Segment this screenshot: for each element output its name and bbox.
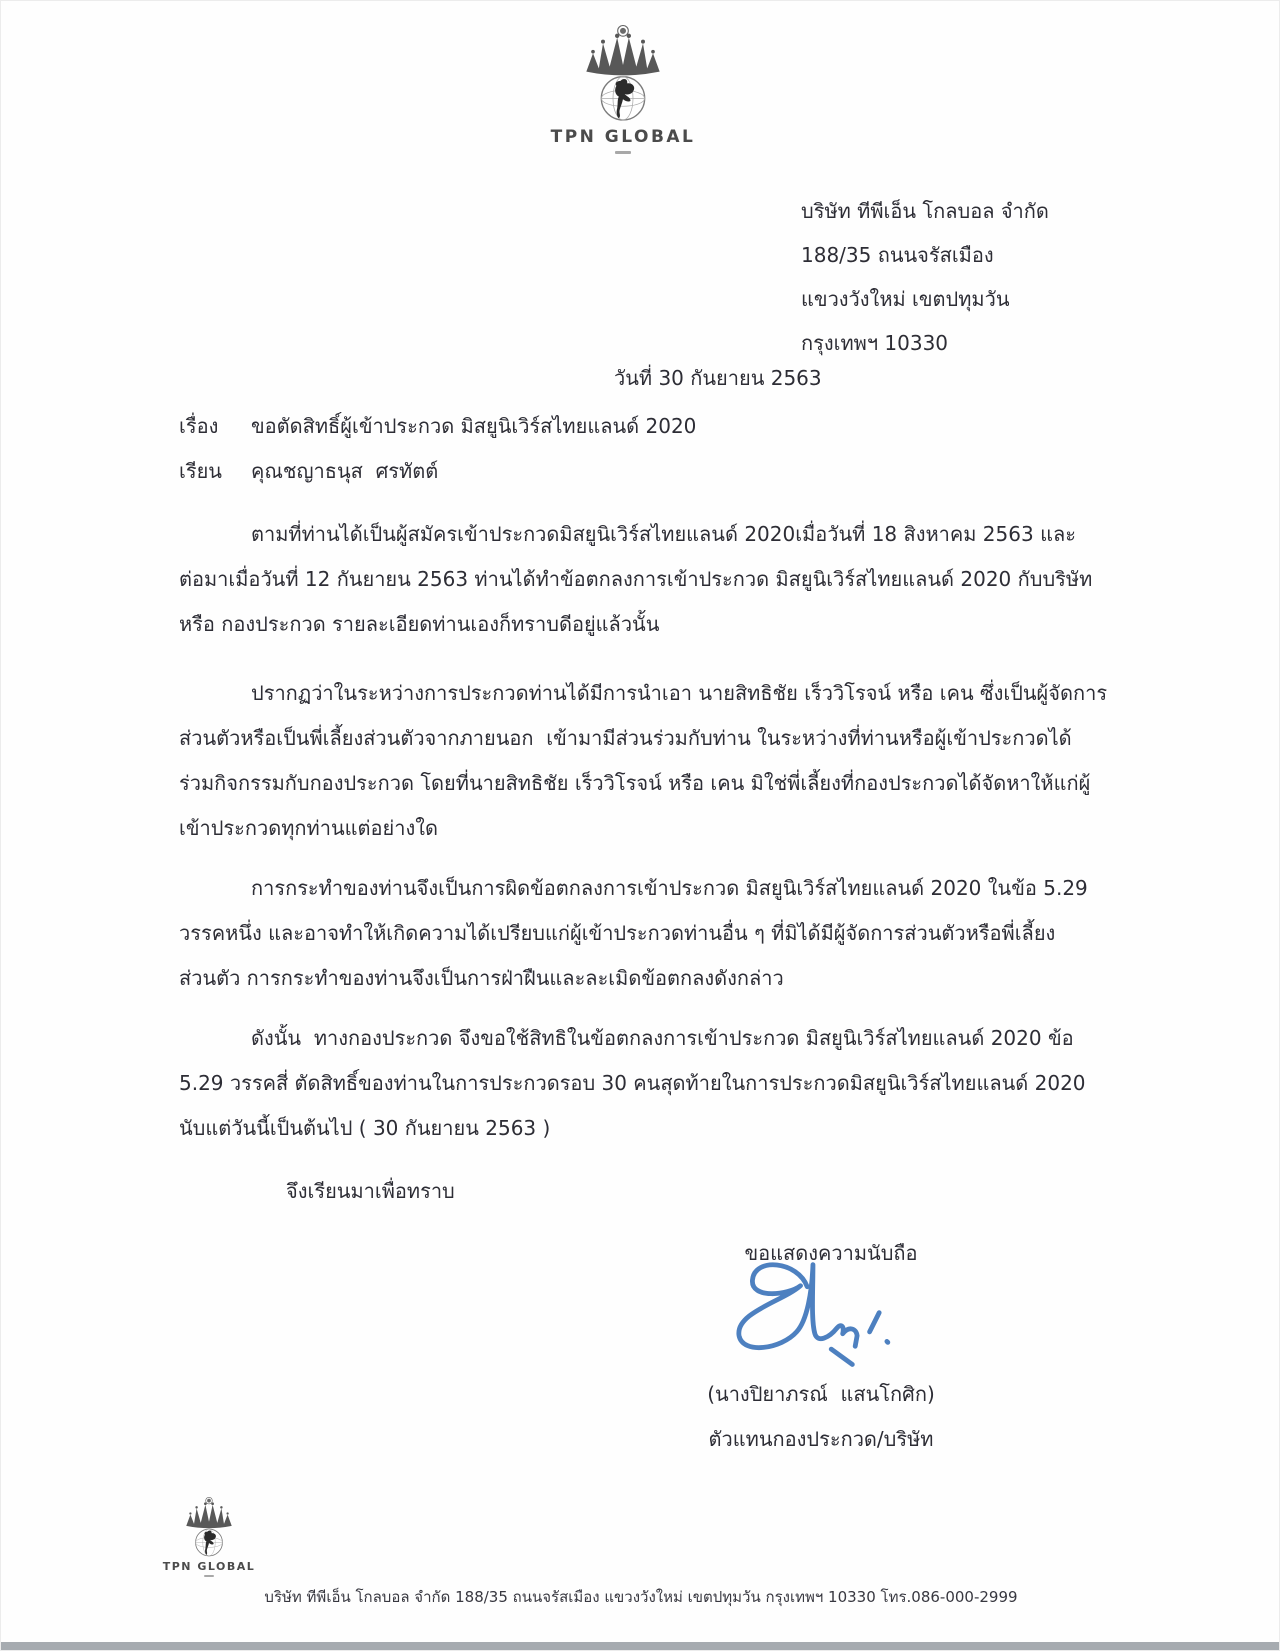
crown-globe-logo-icon (571, 25, 675, 125)
paragraph-line: ปรากฏว่าในระหว่างการประกวดท่านได้มีการนำเอา นายสิทธิชัย เร็ววิโรจน์ หรือ เคน ซึ่งเป็นผู้จัดการ (251, 681, 1108, 705)
paragraph-line: หรือ กองประกวด รายละเอียดท่านเองก็ทราบดีอยู่แล้วนั้น (179, 612, 660, 636)
signature (716, 1253, 956, 1378)
paragraph-4 (179, 1016, 1086, 1151)
sender-address-line: บริษัท ทีพีเอ็น โกลบอล จำกัด (801, 199, 1049, 223)
paragraph-2 (179, 671, 1108, 851)
closing-line: จึงเรียนมาเพื่อทราบ (286, 1179, 455, 1203)
signer-title: ตัวแทนกองประกวด/บริษัท (708, 1427, 934, 1451)
recipient-row (179, 449, 438, 494)
paragraph-line: ตามที่ท่านได้เป็นผู้สมัครเข้าประกวดมิสยูนิเวิร์สไทยแลนด์ 2020เมื่อวันที่ 18 สิงหาคม 2563 และ (251, 522, 1076, 546)
recipient-label: เรียน (179, 459, 222, 483)
subject-label: เรื่อง (179, 414, 219, 438)
paragraph-line: ต่อมาเมื่อวันที่ 12 กันยายน 2563 ท่านได้ทำข้อตกลงการเข้าประกวด มิสยูนิเวิร์สไทยแลนด์ 2020 กับบริษัท (179, 567, 1093, 591)
paragraph-line: ส่วนตัวหรือเป็นพี่เลี้ยงส่วนตัวจากภายนอก เข้ามามีส่วนร่วมกับท่าน ในระหว่างที่ท่านหรือผู้เข้าประกวดได้ (179, 726, 1072, 750)
letter-date: วันที่ 30 กันยายน 2563 (614, 366, 822, 390)
paragraph-line: ร่วมกิจกรรมกับกองประกวด โดยที่นายสิทธิชัย เร็ววิโรจน์ หรือ เคน มิใช่พี่เลี้ยงที่กองประกวดได้จัดหาให้แก่ผู้ (179, 771, 1091, 795)
sender-address (801, 189, 1049, 365)
paragraph-line: ส่วนตัว การกระทำของท่านจึงเป็นการฝ่าฝืนและละเมิดข้อตกลงดังกล่าว (179, 966, 784, 990)
footer-company-logo (157, 1497, 261, 1577)
sender-address-line: แขวงวังใหม่ เขตปทุมวัน (801, 287, 1010, 311)
sender-address-line: กรุงเทพฯ 10330 (801, 331, 949, 355)
paragraph-line: เข้าประกวดทุกท่านแต่อย่างใด (179, 816, 438, 840)
logo-wordmark: TPN GLOBAL (550, 127, 696, 147)
paragraph-1 (179, 512, 1093, 647)
logo-subtext-mark (615, 151, 631, 154)
logo-wordmark: TPN GLOBAL (162, 1560, 256, 1573)
subject-text: ขอตัดสิทธิ์ผู้เข้าประกวด มิสยูนิเวิร์สไทยแลนด์ 2020 (251, 414, 697, 438)
crown-globe-logo-icon (177, 1497, 241, 1559)
paragraph-line: การกระทำของท่านจึงเป็นการผิดข้อตกลงการเข้าประกวด มิสยูนิเวิร์สไทยแลนด์ 2020 ในข้อ 5.29 (251, 876, 1088, 900)
page-bottom-edge (1, 1642, 1279, 1650)
paragraph-line: นับแต่วันนี้เป็นต้นไป ( 30 กันยายน 2563 ) (179, 1116, 551, 1140)
footer-address-line: บริษัท ทีพีเอ็น โกลบอล จำกัด 188/35 ถนนจรัสเมือง แขวงวังใหม่ เขตปทุมวัน กรุงเทพฯ 10330 โทร.086-000-2999 (264, 1588, 1018, 1606)
sender-address-line: 188/35 ถนนจรัสเมือง (801, 243, 994, 267)
paragraph-line: 5.29 วรรคสี่ ตัดสิทธิ์ของท่านในการประกวดรอบ 30 คนสุดท้ายในการประกวดมิสยูนิเวิร์สไทยแลนด์ 2020 (179, 1071, 1086, 1095)
paragraph-line: ดังนั้น ทางกองประกวด จึงขอใช้สิทธิในข้อตกลงการเข้าประกวด มิสยูนิเวิร์สไทยแลนด์ 2020 ข้อ (251, 1026, 1074, 1050)
subject-row (179, 404, 696, 449)
signoff-line: ขอแสดงความนับถือ (744, 1241, 918, 1265)
recipient-name: คุณชญาธนุส ศรทัตต์ (251, 459, 439, 483)
company-logo (548, 25, 698, 154)
signer-name: (นางปิยาภรณ์ แสนโกศิก) (707, 1382, 935, 1406)
paragraph-3 (179, 866, 1088, 1001)
paragraph-line: วรรคหนึ่ง และอาจทำให้เกิดความได้เปรียบแก่ผู้เข้าประกวดท่านอื่น ๆ ที่มิได้มีผู้จัดการส่วนตัวหรือพี่เลี้ยง (179, 921, 1056, 945)
